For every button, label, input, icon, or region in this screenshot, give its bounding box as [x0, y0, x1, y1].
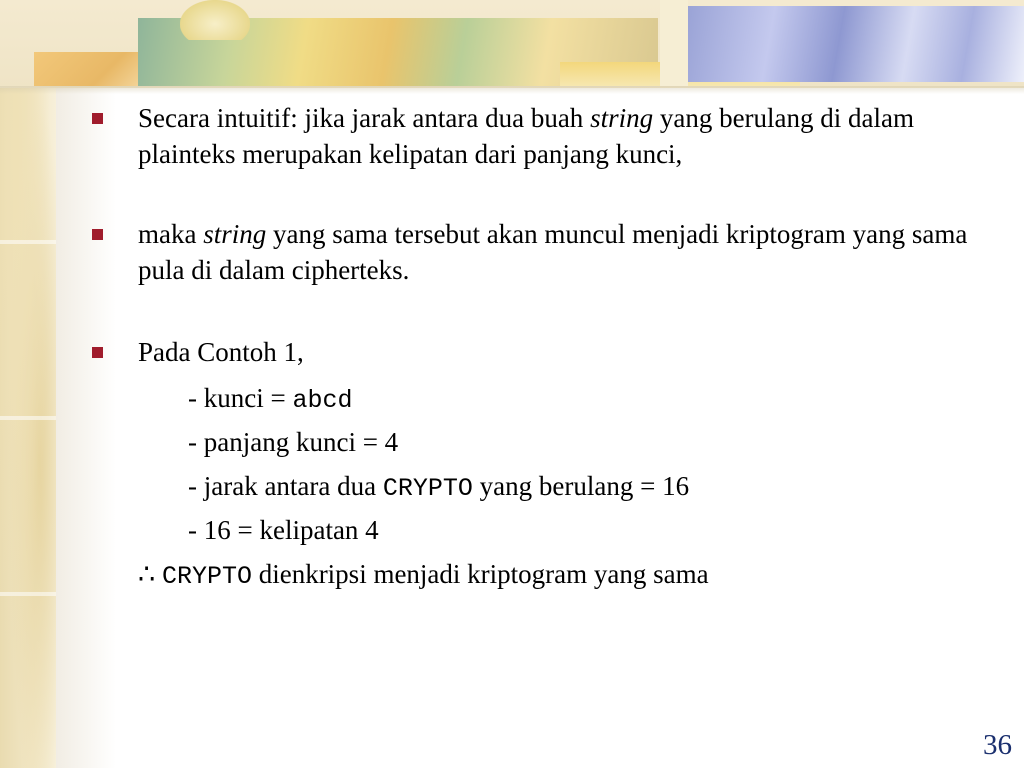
- therefore-icon: ∴: [138, 559, 156, 589]
- page-number: 36: [983, 729, 1012, 761]
- conclusion-text: dienkripsi menjadi kriptogram yang sama: [251, 559, 709, 589]
- banner-shadow: [0, 86, 1024, 94]
- square-bullet-icon: [92, 229, 103, 240]
- bullet-text: yang sama tersebut akan muncul menjadi kriptogram yang sama pula di dalam cipherteks.: [138, 219, 968, 285]
- example-line-distance: [188, 464, 968, 508]
- example-details: [88, 376, 968, 552]
- bullet-italic-text: string: [590, 103, 654, 133]
- key-code: abcd: [292, 386, 353, 415]
- bullet-text: Secara intuitif: jika jarak antara dua buah: [138, 103, 591, 133]
- banner-divider: [660, 0, 688, 86]
- left-parchment-strip: [0, 0, 56, 768]
- banner-leaf-highlight: [180, 0, 250, 40]
- bullet-text: maka: [138, 219, 204, 249]
- square-bullet-icon: [92, 347, 103, 358]
- conclusion-line: [88, 552, 968, 599]
- bullet-text: yang berulang di dalam plainteks merupakan kelipatan dari panjang kunci,: [138, 103, 915, 169]
- example-text: - jarak antara dua: [188, 471, 383, 501]
- bullet-item-1: [88, 100, 968, 172]
- crypto-code: CRYPTO: [161, 562, 252, 591]
- example-text: yang berulang = 16: [472, 471, 690, 501]
- square-bullet-icon: [92, 113, 103, 124]
- bullet-item-2: [88, 216, 968, 288]
- example-line-multiple: - 16 = kelipatan 4: [188, 515, 379, 545]
- crypto-code: CRYPTO: [382, 474, 473, 503]
- bullet-item-3: [88, 334, 968, 370]
- example-text: - kunci =: [188, 383, 293, 413]
- top-banner: [0, 0, 1024, 88]
- example-line-key: [188, 376, 968, 420]
- banner-tile-blue-flowers: [688, 6, 1024, 82]
- banner-tile-orange: [34, 52, 154, 86]
- example-line-key-length: - panjang kunci = 4: [188, 427, 399, 457]
- bullet-italic-text: string: [203, 219, 267, 249]
- slide-content: [88, 100, 968, 599]
- bullet-text: Pada Contoh 1,: [138, 337, 304, 367]
